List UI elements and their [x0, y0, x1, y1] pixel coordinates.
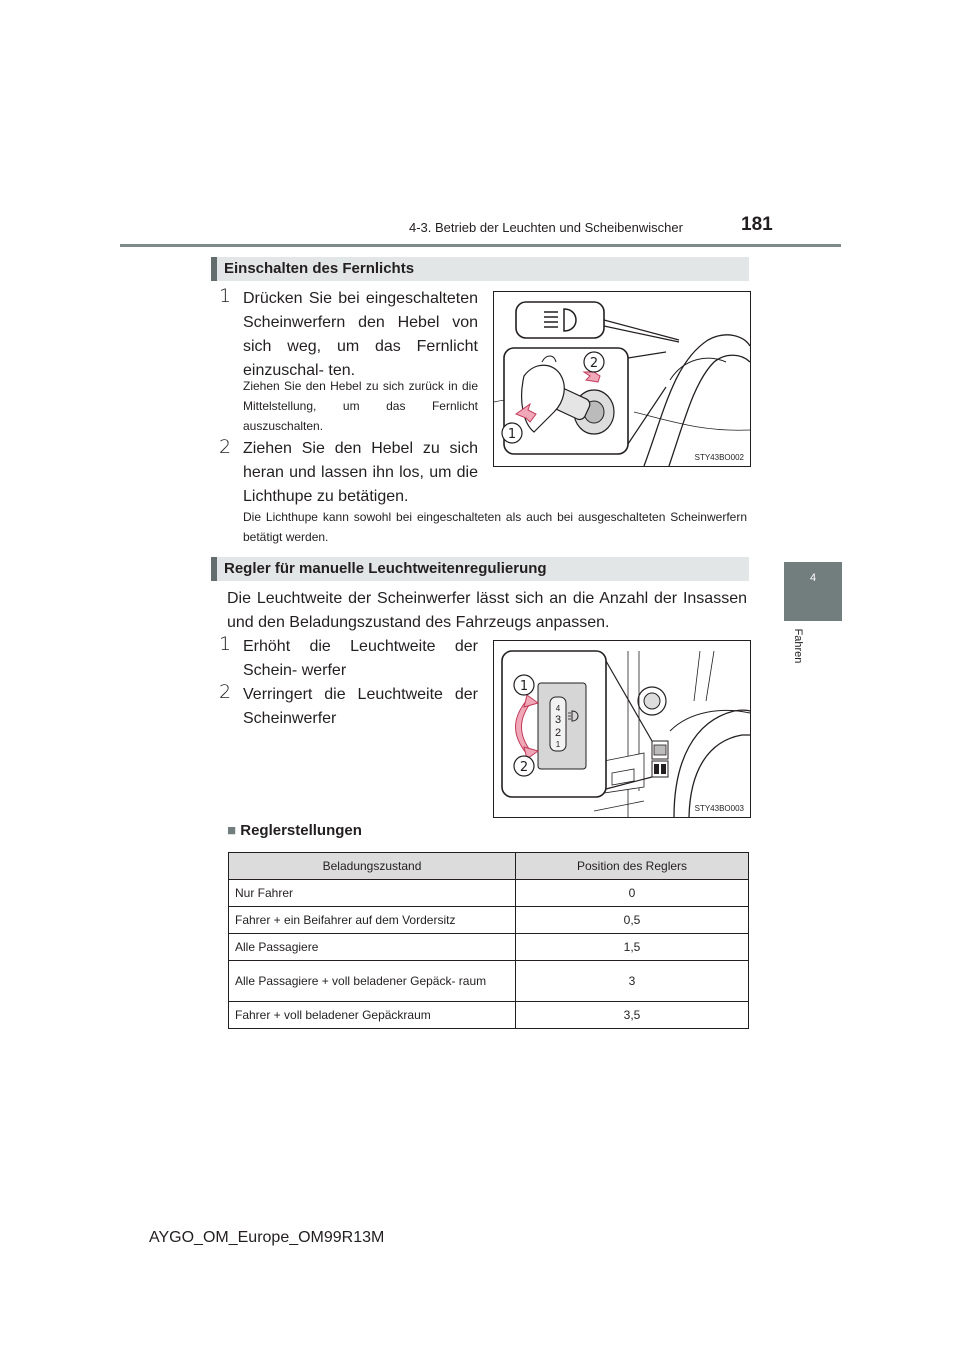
table-cell: Fahrer + ein Beifahrer auf dem Vordersitz [229, 907, 516, 934]
step-number: 1 [219, 633, 232, 655]
callout-2: 2 [519, 760, 529, 775]
step-text: Verringert die Leuchtweite der Scheinwerfer [243, 686, 478, 727]
table-cell: 0,5 [516, 907, 749, 934]
high-beam-lever-illustration [494, 292, 750, 466]
figure-leveling-dial [493, 640, 751, 818]
table-cell: 1,5 [516, 934, 749, 961]
step-text: Ziehen Sie den Hebel zu sich heran und lassen ihn los, um die Lichthupe zu betätigen. [243, 440, 478, 505]
table-cell: 0 [516, 880, 749, 907]
chapter-tab [784, 562, 842, 621]
table-cell: 3 [516, 961, 749, 1002]
subsection-heading [227, 822, 362, 839]
table-row [229, 907, 749, 934]
table-header-row [229, 853, 749, 880]
table-row [229, 880, 749, 907]
callout-2: 2 [589, 356, 599, 371]
table-row [229, 934, 749, 961]
callout-1: 1 [507, 427, 517, 442]
section-heading-bar [211, 257, 217, 281]
footnote: Die Lichthupe kann sowohl bei eingeschalteten als auch bei ausgeschalteten Scheinwerfern betätigt werden. [243, 510, 747, 544]
subsection-title: Reglerstellungen [240, 822, 362, 839]
figure-label: STY43BO003 [694, 804, 744, 813]
dial-mark: 2 [554, 727, 562, 739]
dial-mark: 3 [554, 714, 562, 726]
section-heading-text: Einschalten des Fernlichts [224, 260, 415, 277]
table-cell: Alle Passagiere [229, 934, 516, 961]
table-header-cell: Position des Reglers [516, 853, 749, 880]
table-cell: Fahrer + voll beladener Gepäckraum [229, 1002, 516, 1029]
section-intro: Die Leuchtweite der Scheinwerfer lässt sich an die Anzahl der Insassen und den Beladungszustand des Fahrzeugs anpassen. [227, 590, 747, 631]
step-number: 2 [219, 436, 232, 458]
document-id: AYGO_OM_Europe_OM99R13M [149, 1229, 385, 1246]
dial-mark: 1 [555, 740, 561, 749]
table-header-cell: Beladungszustand [229, 853, 516, 880]
table-row [229, 961, 749, 1002]
header-rule [120, 244, 841, 247]
table-cell: 3,5 [516, 1002, 749, 1029]
step-note: Ziehen Sie den Hebel zu sich zurück in die Mittelstellung, um das Fernlicht auszuschalten. [243, 379, 478, 433]
section-heading-high-beam [211, 257, 749, 281]
leveling-dial-illustration [494, 641, 750, 817]
table-cell: Alle Passagiere + voll beladener Gepäck- raum [229, 961, 516, 1002]
page-number: 181 [741, 214, 773, 235]
chapter-tab-label-text: Fahren [792, 628, 804, 664]
bullet-square-icon: ■ [227, 822, 237, 839]
table-cell: Nur Fahrer [229, 880, 516, 907]
section-heading-leveling [211, 557, 749, 581]
figure-label: STY43BO002 [694, 453, 744, 462]
table-row [229, 1002, 749, 1029]
step-number: 1 [219, 285, 232, 307]
section-heading-text: Regler für manuelle Leuchtweitenregulierung [224, 560, 547, 577]
figure-high-beam-lever [493, 291, 751, 467]
dial-mark: 4 [555, 704, 561, 713]
step-text: Erhöht die Leuchtweite der Schein- werfer [243, 638, 478, 679]
callout-1: 1 [519, 679, 529, 694]
step-number: 2 [219, 681, 232, 703]
running-header: 4-3. Betrieb der Leuchten und Scheibenwischer [409, 220, 683, 235]
chapter-tab-number: 4 [809, 572, 817, 584]
chapter-tab-label [783, 625, 803, 675]
regulator-positions-table [228, 852, 749, 1029]
step-text: Drücken Sie bei eingeschalteten Scheinwerfern den Hebel von sich weg, um das Fernlicht einzuschal- ten. [243, 290, 478, 379]
section-heading-bar [211, 557, 217, 581]
